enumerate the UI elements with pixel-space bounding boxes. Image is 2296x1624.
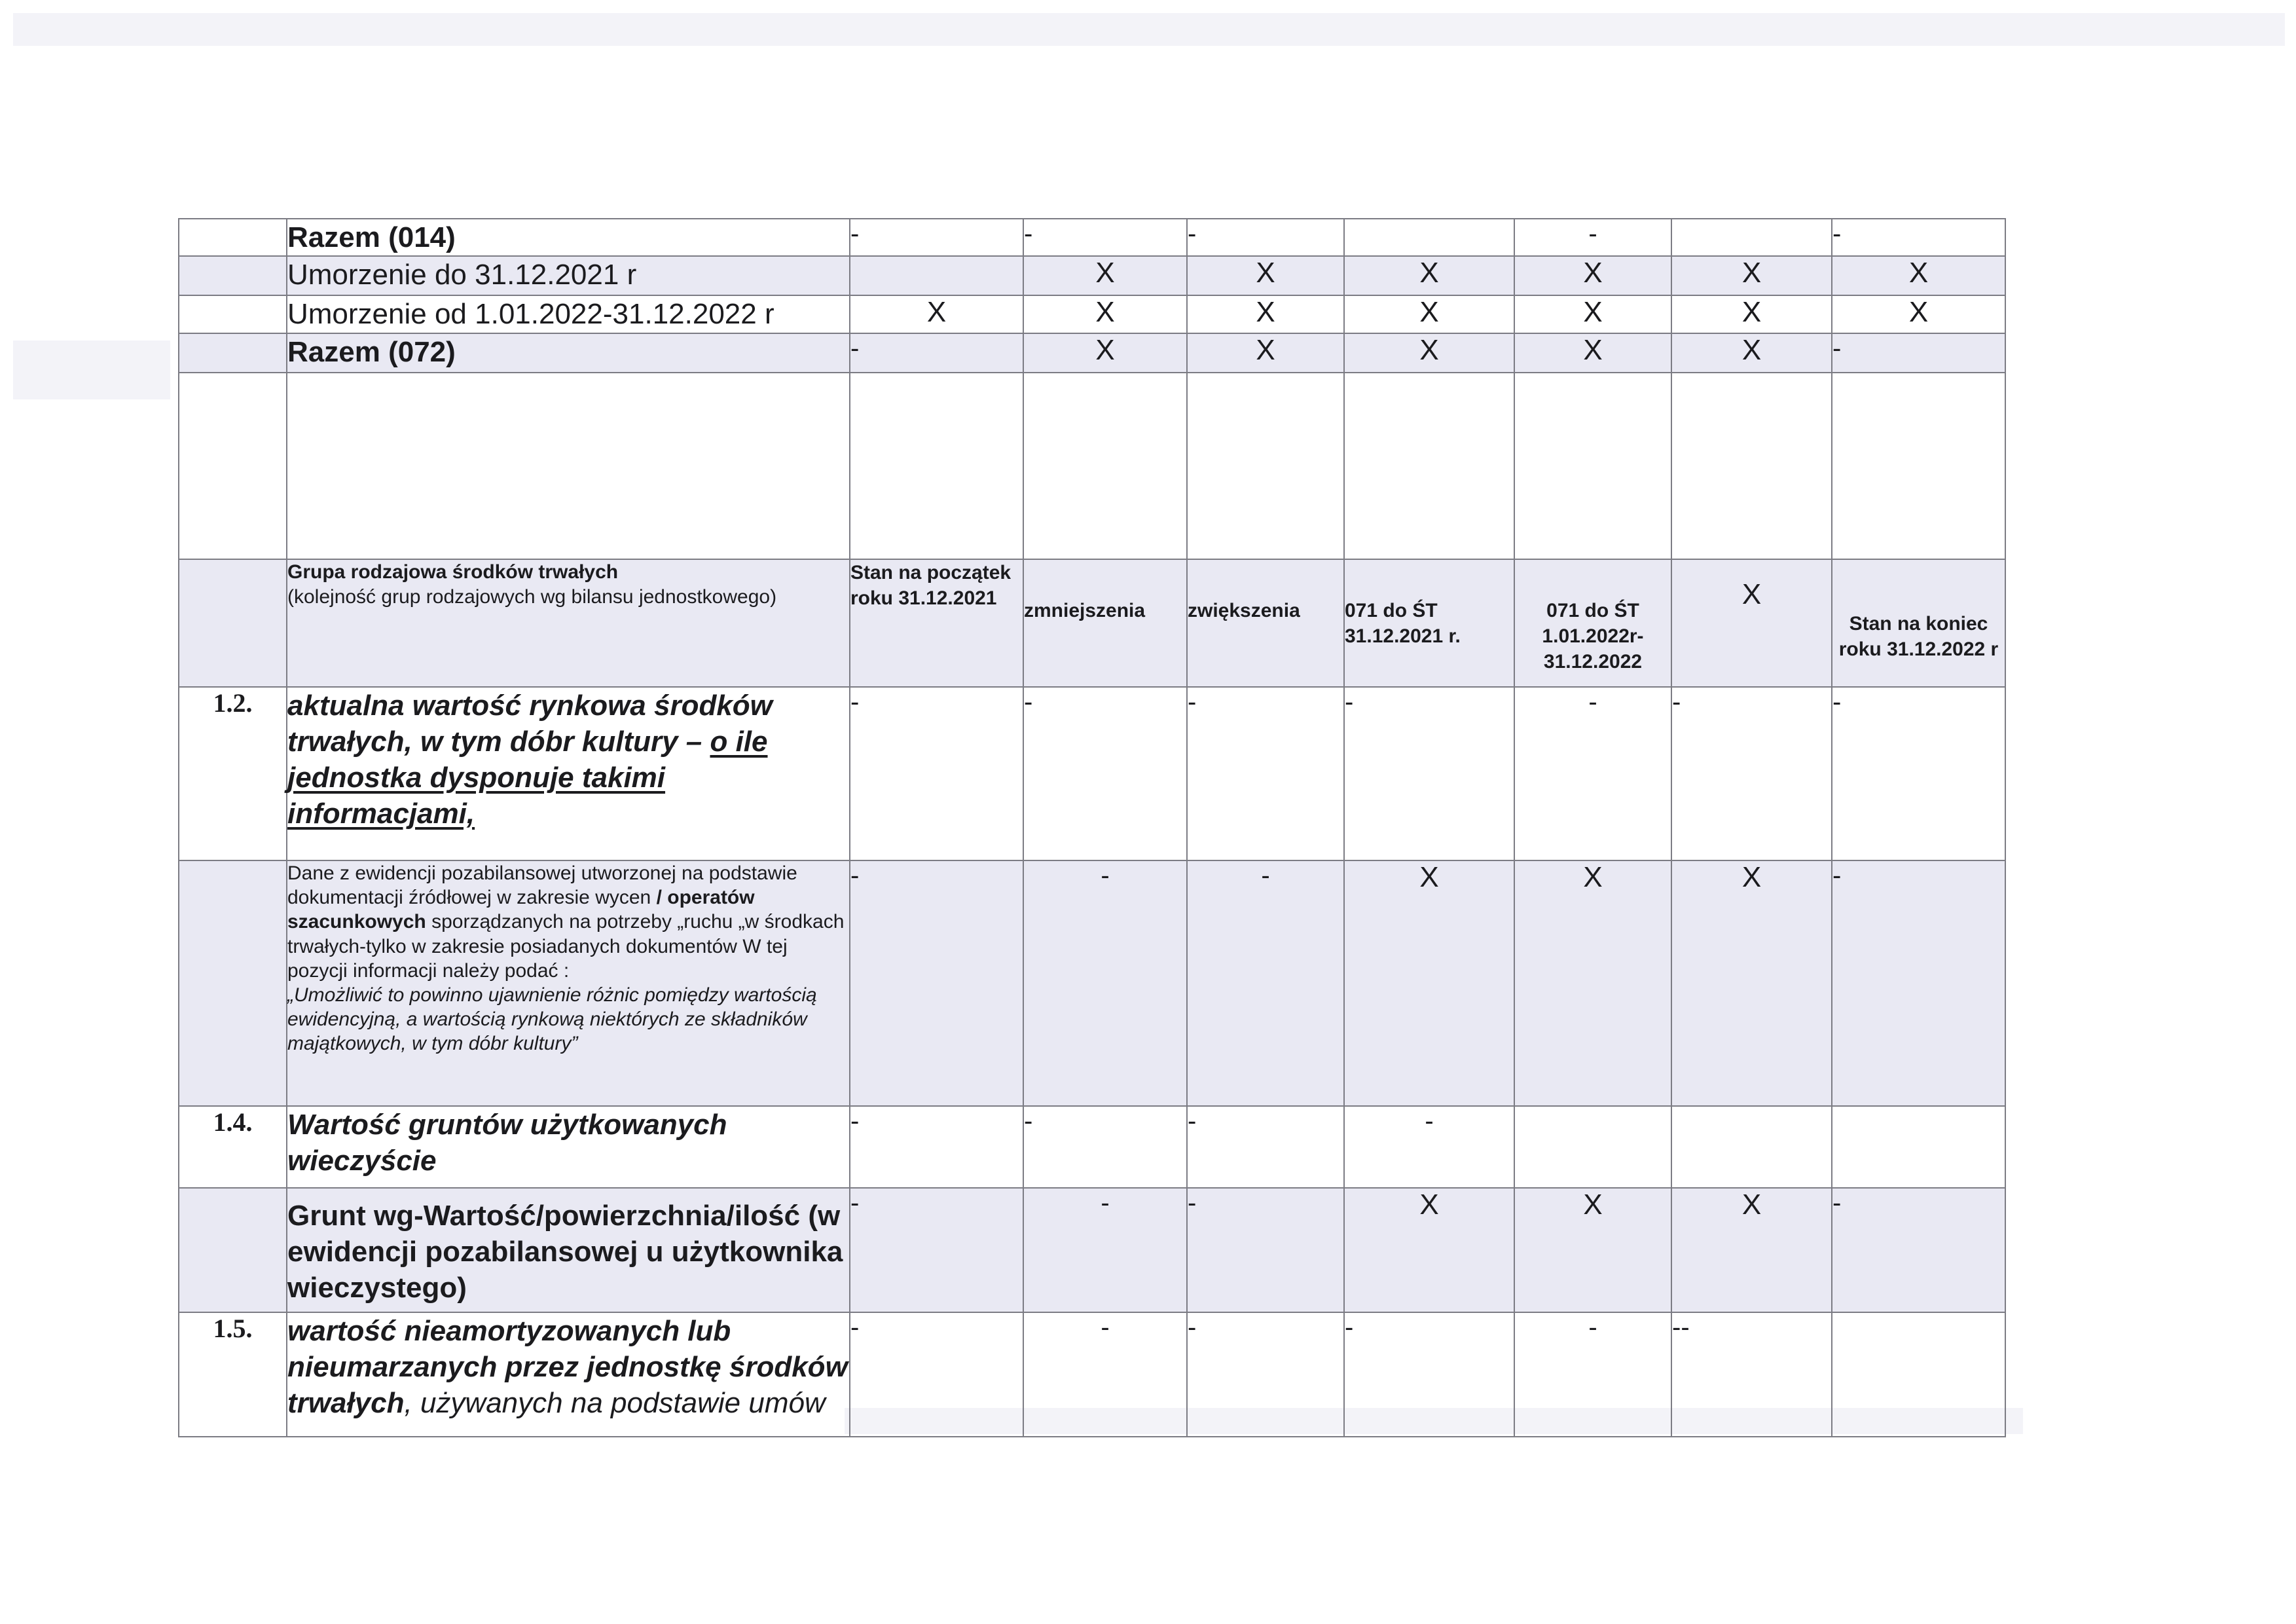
header-group-subtitle: (kolejność grup rodzajowych wg bilansu jednostkowego) [287,585,777,608]
cell: - [850,860,1023,1106]
cell [850,256,1023,295]
title-underlined: o ile jednostka dysponuje takimi informacjami, [287,726,768,830]
row-label: Grunt wg-Wartość/powierzchnia/ilość (w ewidencji pozabilansowej u użytkownika wieczystego) [287,1188,850,1312]
cell: X [1514,333,1671,373]
cell: X [1344,333,1514,373]
cell: - [1023,1312,1187,1437]
row-number [179,295,287,333]
cell: - [1187,860,1344,1106]
header-col1: Stan na początek roku 31.12.2021 [850,559,1023,687]
row-label: Wartość gruntów użytkowanych wieczyście [287,1106,850,1188]
cell: X [1023,333,1187,373]
header-col5: 071 do ŚT 1.01.2022r- 31.12.2022 [1514,559,1671,687]
cell: - [1187,219,1344,256]
cell [1344,219,1514,256]
cell [179,373,287,559]
cell: X [1514,256,1671,295]
cell [1023,373,1187,559]
header-col2: zmniejszenia [1023,559,1187,687]
cell: - [1187,1106,1344,1188]
desc-bold: / operatów szacunkowych [287,887,755,933]
cell: - [1344,687,1514,860]
header-number [179,559,287,687]
cell [1187,373,1344,559]
cell: - [1344,1106,1514,1188]
cell: X [1671,333,1832,373]
cell: - [850,1106,1023,1188]
cell: - [1514,1312,1671,1437]
cell: - [1023,860,1187,1106]
header-group [287,559,850,687]
scan-shadow-left [13,341,170,399]
row-grunt [179,1188,2005,1312]
cell [1671,373,1832,559]
cell: - [1832,1188,2005,1312]
cell: X [1514,860,1671,1106]
row-1-5 [179,1312,2005,1437]
cell [1671,1106,1832,1188]
cell: X [1671,860,1832,1106]
row-number [179,333,287,373]
row-umorzenie-2021 [179,256,2005,295]
cell: X [850,295,1023,333]
cell [1514,1106,1671,1188]
cell: X [1344,860,1514,1106]
cell: - [1671,687,1832,860]
cell: - [1832,333,2005,373]
header-col7: Stan na koniec roku 31.12.2022 r [1832,559,2005,687]
row-label: Umorzenie od 1.01.2022-31.12.2022 r [287,295,850,333]
header-col4: 071 do ŚT 31.12.2021 r. [1344,559,1514,687]
cell: - [1187,1188,1344,1312]
cell: - [850,333,1023,373]
cell: X [1344,295,1514,333]
description-text [287,860,850,1106]
cell: - [1514,219,1671,256]
cell: - [850,219,1023,256]
row-number: 1.4. [179,1106,287,1188]
cell: - [1187,1312,1344,1437]
cell: X [1023,256,1187,295]
cell: - [1187,687,1344,860]
cell: X [1187,295,1344,333]
row-1-4 [179,1106,2005,1188]
row-umorzenie-2022 [179,295,2005,333]
cell: - [1344,1312,1514,1437]
title-bold-italic: wartość nieamortyzowanych lub nieumarzanych przez jednostkę środków trwałych [287,1315,848,1419]
row-label: Razem (014) [287,219,850,256]
cell [287,373,850,559]
cell [1671,219,1832,256]
cell: X [1671,256,1832,295]
row-1-2 [179,687,2005,860]
row-number: 1.2. [179,687,287,860]
cell [1514,373,1671,559]
cell: - [1023,1106,1187,1188]
cell: - [1832,860,2005,1106]
fixed-assets-table [178,218,2006,1437]
header-group-title: Grupa rodzajowa środków trwałych [287,561,619,583]
row-label [287,687,850,860]
row-label: Umorzenie do 31.12.2021 r [287,256,850,295]
row-label: Razem (072) [287,333,850,373]
row-razem-014 [179,219,2005,256]
row-description [179,860,2005,1106]
title-plain: aktualna wartość rynkowa środków trwałych, w tym dóbr kultury – [287,690,773,758]
row-number [179,1188,287,1312]
desc-part2: sporządzanych na potrzeby „ruchu „w środkach trwałych-tylko w zakresie posiadanych dokumentów W tej pozycji informacji należy podać : [287,911,845,982]
cell: X [1671,1188,1832,1312]
cell: -- [1671,1312,1832,1437]
cell: X [1344,256,1514,295]
cell: X [1671,295,1832,333]
row-label [287,1312,850,1437]
row-razem-072 [179,333,2005,373]
cell: - [1023,687,1187,860]
cell: - [1023,219,1187,256]
cell: X [1514,295,1671,333]
cell [850,373,1023,559]
cell: - [1832,687,2005,860]
cell [1832,1312,2005,1437]
row-number: 1.5. [179,1312,287,1437]
cell: - [850,1312,1023,1437]
cell: X [1023,295,1187,333]
row-number [179,256,287,295]
cell: X [1187,256,1344,295]
row-empty [179,373,2005,559]
header-col6: X [1671,559,1832,687]
cell [1344,373,1514,559]
cell [1832,373,2005,559]
scan-shadow-top [13,13,2285,46]
desc-italic: „Umożliwić to powinno ujawnienie różnic pomiędzy wartością ewidencyjną, a wartością rynkową niektórych ze składników majątkowych, w tym dóbr kultury” [287,984,817,1055]
cell: - [850,687,1023,860]
desc-part1: Dane z ewidencji pozabilansowej utworzonej na podstawie dokumentacji źródłowej w zakresie wycen [287,862,797,909]
cell: X [1344,1188,1514,1312]
cell: - [1514,687,1671,860]
header-col3: zwiększenia [1187,559,1344,687]
cell: X [1187,333,1344,373]
cell [1832,1106,2005,1188]
cell: X [1514,1188,1671,1312]
row-number [179,219,287,256]
cell: X [1832,256,2005,295]
cell: X [1832,295,2005,333]
cell: - [1023,1188,1187,1312]
cell: - [1832,219,2005,256]
title-rest: , używanych na podstawie umów [404,1387,826,1419]
row-number [179,860,287,1106]
cell: - [850,1188,1023,1312]
header-row [179,559,2005,687]
